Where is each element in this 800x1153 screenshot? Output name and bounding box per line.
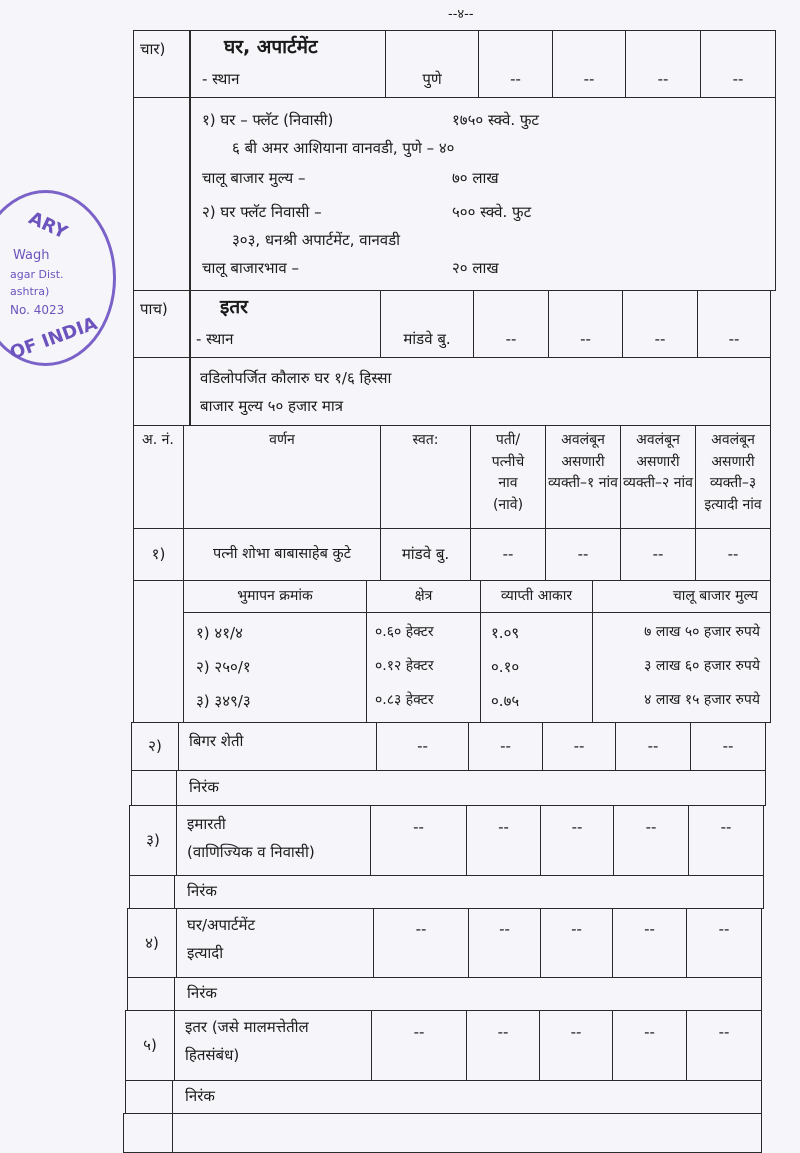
page-number: --४-- <box>448 7 474 22</box>
land-survey: १) ४१/४ <box>196 624 243 642</box>
row2-note: निरंक <box>176 770 766 806</box>
section5-details: वडिलोपर्जित कौलारु घर १/६ हिस्सा बाजार मुल्य ५० हजार मात्र <box>189 357 771 426</box>
section4-details: १) घर – फ्लॅट (निवासी) १७५० स्क्वे. फुट ६ बी अमर आशियाना वानवडी, पुणे – ४० चालू बाजार मुल्य – ७० लाख २) घर फ्लॅट निवासी – ५०० स्क्वे. फुट ३०३, धनश्री अपार्टमेंट, वानवडी चालू बाजारभाव – २० लाख <box>189 97 776 291</box>
dash-cell: -- <box>540 805 614 876</box>
land-value: ४ लाख १५ हजार रुपये <box>644 692 760 708</box>
dash-cell: -- <box>470 528 546 581</box>
dash-cell: -- <box>615 722 691 771</box>
row1-self: मांडवे बु. <box>380 528 471 581</box>
dash-cell: -- <box>697 290 771 358</box>
land-survey: ३) ३४९/३ <box>196 692 251 710</box>
land-survey: २) २५०/१ <box>196 658 251 676</box>
dash-cell: -- <box>612 908 687 978</box>
dash-cell: -- <box>686 908 762 978</box>
dash-cell: -- <box>688 805 764 876</box>
dash-cell: -- <box>545 528 621 581</box>
row2-serial: २) <box>131 722 179 771</box>
header-description: वर्णन <box>183 425 381 529</box>
dash-cell: -- <box>373 908 469 978</box>
notary-stamp: ARY Wagh agar Dist. ashtra) No. 4023 OF INDIA <box>0 190 116 366</box>
land-assessment: १.०९ <box>491 624 520 642</box>
row3-serial: ३) <box>129 805 177 876</box>
dash-cell: -- <box>371 1010 467 1081</box>
blank-cell <box>129 875 175 909</box>
land-header-assessment: व्याप्ती आकार <box>480 580 593 613</box>
header-dep1: अवलंबून असणारी व्यक्ती–१ नांव <box>545 425 621 529</box>
land-assessment-col <box>480 612 593 723</box>
land-assessment: ०.७५ <box>491 692 520 710</box>
dash-cell: -- <box>468 908 541 978</box>
dash-cell: -- <box>695 528 771 581</box>
row1-serial: १) <box>133 528 184 581</box>
land-value-col <box>592 612 771 723</box>
blank-cell <box>127 977 175 1011</box>
dash-cell: -- <box>478 30 553 98</box>
land-value: ३ लाख ६० हजार रुपये <box>644 658 760 674</box>
land-area: ०.८३ हेक्टर <box>375 692 434 708</box>
land-header-survey: भुमापन क्रमांक <box>183 580 367 613</box>
header-serial: अ. नं. <box>133 425 184 529</box>
land-value: ७ लाख ५० हजार रुपये <box>644 624 760 640</box>
land-header-area: क्षेत्र <box>366 580 481 613</box>
row1-description: पत्नी शोभा बाबासाहेब कुटे <box>183 528 381 581</box>
dash-cell: -- <box>552 30 626 98</box>
dash-cell: -- <box>548 290 623 358</box>
section5-label: पाच) <box>133 290 191 358</box>
section4-title: घर, अपार्टमेंट <box>224 36 318 58</box>
dash-cell: -- <box>376 722 469 771</box>
land-survey-col <box>183 612 367 723</box>
section4-title-cell <box>189 30 386 98</box>
dash-cell: -- <box>473 290 549 358</box>
dash-cell: -- <box>686 1010 762 1081</box>
row4-description: घर/अपार्टमेंट इत्यादी <box>176 908 374 978</box>
land-area-col <box>366 612 481 723</box>
section4-label: चार) <box>133 30 191 98</box>
dash-cell: -- <box>625 30 701 98</box>
dash-cell: -- <box>700 30 776 98</box>
row5-serial: ५) <box>125 1010 175 1081</box>
dash-cell: -- <box>620 528 696 581</box>
dash-cell: -- <box>539 1010 613 1081</box>
dash-cell: -- <box>542 722 616 771</box>
section4-place: पुणे <box>385 30 479 98</box>
header-self: स्वत: <box>380 425 471 529</box>
blank-cell <box>125 1080 173 1114</box>
dash-cell: -- <box>613 805 689 876</box>
blank-cell <box>123 1113 173 1153</box>
section4-serial-blank <box>133 97 191 291</box>
dash-cell: -- <box>466 1010 540 1081</box>
dash-cell: -- <box>622 290 698 358</box>
land-serial-blank <box>133 580 184 723</box>
dash-cell: -- <box>466 805 541 876</box>
row3-description: इमारती (वाणिज्यिक व निवासी) <box>176 805 371 876</box>
row5-note: निरंक <box>172 1080 762 1114</box>
dash-cell: -- <box>540 908 613 978</box>
section5-title-cell: इतर - स्थान <box>189 290 381 358</box>
blank-cell <box>131 770 177 806</box>
row2-description: बिगर शेती <box>178 722 377 771</box>
land-area: ०.६० हेक्टर <box>375 624 434 640</box>
section5-place: मांडवे बु. <box>380 290 474 358</box>
section4-place-label: - स्थान <box>202 70 240 88</box>
header-dep2: अवलंबून असणारी व्यक्ती–२ नांव <box>620 425 696 529</box>
land-header-value: चालू बाजार मुल्य <box>592 580 771 613</box>
row3-note: निरंक <box>174 875 764 909</box>
land-area: ०.१२ हेक्टर <box>375 658 434 674</box>
land-assessment: ०.१० <box>491 658 520 676</box>
section5-serial-blank <box>133 357 191 426</box>
dash-cell: -- <box>690 722 766 771</box>
blank-cell <box>172 1113 762 1153</box>
row5-description: इतर (जसे मालमत्तेतील हितसंबंध) <box>174 1010 372 1081</box>
row4-serial: ४) <box>127 908 177 978</box>
row4-note: निरंक <box>174 977 762 1011</box>
header-dep3: अवलंबून असणारी व्यक्ती–३ इत्यादी नांव <box>695 425 771 529</box>
dash-cell: -- <box>468 722 543 771</box>
dash-cell: -- <box>612 1010 687 1081</box>
header-spouse: पती/ पत्नीचे नाव (नावे) <box>470 425 546 529</box>
dash-cell: -- <box>370 805 467 876</box>
